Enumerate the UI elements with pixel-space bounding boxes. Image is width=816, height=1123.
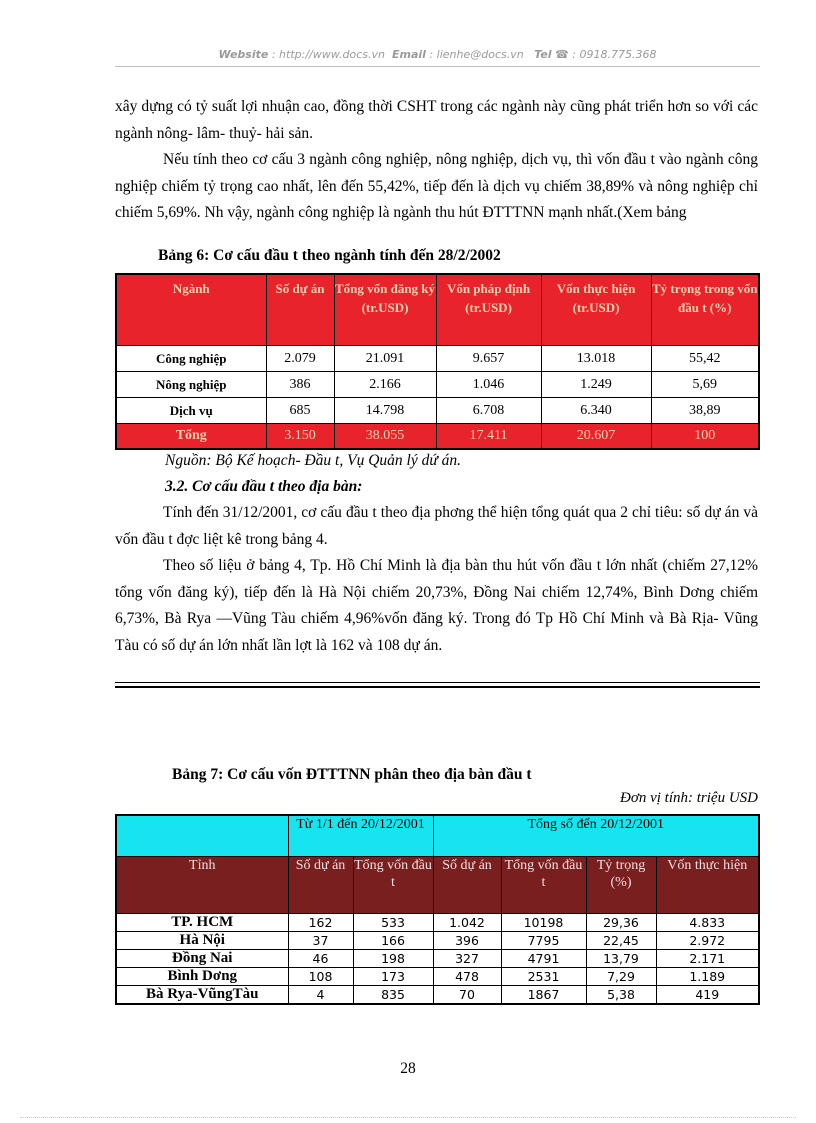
- table-cell: 22,45: [586, 932, 656, 950]
- table-cell: 162: [288, 914, 353, 932]
- paragraph-1: xây dựng có tỷ suất lợi nhuận cao, đồng thời CSHT trong các ngành này cũng phát triển hơn so với các ngành nông- lâm- thuỷ- hải sản.: [115, 98, 758, 142]
- table-row: [116, 914, 759, 932]
- table-cell: 2.166: [334, 372, 436, 398]
- table-cell: 100: [651, 424, 759, 450]
- table-cell: Hà Nội: [116, 932, 288, 950]
- table-cell: 173: [353, 968, 433, 986]
- table6-title: Bảng 6: Cơ cấu đầu t theo ngành tính đến 28/2/2002: [158, 247, 501, 264]
- table-cell: 533: [353, 914, 433, 932]
- paragraph-4: Theo số liệu ở bảng 4, Tp. Hồ Chí Minh là địa bàn thu hút vốn đầu t lớn nhất (chiếm 27,12% tổng vốn đăng ký), tiếp đến là Hà Nội chiếm 20,73%, Đồng Nai chiếm 12,74%, Bình Dơng chiếm 6,73%, Bà Rya —Vũng Tàu chiếm 4,96%vốn đăng ký. Trong đó Tp Hồ Chí Minh và Bà Rịa- Vũng Tàu có số dự án lớn nhất lần lợt là 162 và 108 dự án.: [115, 557, 758, 654]
- table-cell: 7,29: [586, 968, 656, 986]
- table-row: [116, 372, 759, 398]
- table-row: [116, 950, 759, 968]
- header-divider: [115, 66, 760, 67]
- table7-title: Bảng 7: Cơ cấu vốn ĐTTTNN phân theo địa bàn đầu t: [172, 766, 532, 783]
- table7-corner: [116, 815, 288, 857]
- table-cell: Đồng Nai: [116, 950, 288, 968]
- table-cell: 38.055: [334, 424, 436, 450]
- section-heading: 3.2. Cơ cấu đầu t theo địa bàn:: [165, 478, 363, 495]
- table7-group-row: [116, 815, 759, 857]
- table-cell: TP. HCM: [116, 914, 288, 932]
- table6-source: Nguồn: Bộ Kế hoạch- Đầu t, Vụ Quản lý dứ án.: [165, 452, 462, 469]
- table7: [115, 814, 760, 1005]
- page-bottom-rule: [20, 1117, 796, 1118]
- table-cell: 6.708: [436, 398, 541, 424]
- divider-top: [115, 682, 760, 683]
- table-cell: 419: [656, 986, 759, 1005]
- table-cell: 198: [353, 950, 433, 968]
- table-cell: 685: [266, 398, 334, 424]
- table-cell: 10198: [501, 914, 586, 932]
- table-cell: 29,36: [586, 914, 656, 932]
- table-row: [116, 346, 759, 372]
- table-cell: Dịch vụ: [116, 398, 266, 424]
- website-value: : http://www.docs.vn: [271, 48, 386, 61]
- table-cell: 1867: [501, 986, 586, 1005]
- paragraph-3: Tính đến 31/12/2001, cơ cấu đầu t theo địa phơng thể hiện tổng quát qua 2 chỉ tiêu: số dự án và vốn đầu t đợc liệt kê trong bảng 4.: [115, 504, 758, 548]
- table6-header: Vốn thực hiện (tr.USD): [541, 274, 651, 346]
- table7-header: Tỉnh: [116, 857, 288, 914]
- table-cell: 386: [266, 372, 334, 398]
- table-cell: Bình Dơng: [116, 968, 288, 986]
- table-cell: 327: [433, 950, 501, 968]
- table7-header: Tổng vốn đầu t: [353, 857, 433, 914]
- table-cell: 1.189: [656, 968, 759, 986]
- table7-group-1: Từ 1/1 đến 20/12/2001: [288, 815, 433, 857]
- table-cell: 4791: [501, 950, 586, 968]
- table-cell: 9.657: [436, 346, 541, 372]
- table-cell: 2.972: [656, 932, 759, 950]
- table-cell: 2.171: [656, 950, 759, 968]
- table-cell: 37: [288, 932, 353, 950]
- table7-header-row: [116, 857, 759, 914]
- tel-value: ☎ : 0918.775.368: [555, 48, 657, 61]
- table-cell: Công nghiệp: [116, 346, 266, 372]
- table-cell: 38,89: [651, 398, 759, 424]
- page-header: [115, 48, 760, 61]
- table6-header: Vốn pháp định (tr.USD): [436, 274, 541, 346]
- table7-header: Vốn thực hiện: [656, 857, 759, 914]
- table-row: [116, 398, 759, 424]
- table-cell: 2531: [501, 968, 586, 986]
- table-cell: 55,42: [651, 346, 759, 372]
- table6-total-row: [116, 424, 759, 450]
- table-cell: 5,38: [586, 986, 656, 1005]
- table-cell: 1.046: [436, 372, 541, 398]
- table-cell: 14.798: [334, 398, 436, 424]
- table7-header: Số dự án: [433, 857, 501, 914]
- table-cell: Bà Rya-VũngTàu: [116, 986, 288, 1005]
- table-cell: 2.079: [266, 346, 334, 372]
- table-cell: 4: [288, 986, 353, 1005]
- table7-unit: Đơn vị tính: triệu USD: [620, 790, 758, 806]
- table6-header: Tỷ trọng trong vốn đầu t (%): [651, 274, 759, 346]
- table-cell: 396: [433, 932, 501, 950]
- table-row: [116, 986, 759, 1005]
- table7-header: Tổng vốn đầu t: [501, 857, 586, 914]
- table-cell: 3.150: [266, 424, 334, 450]
- table6: [115, 273, 760, 450]
- table-cell: 21.091: [334, 346, 436, 372]
- table-cell: 6.340: [541, 398, 651, 424]
- table-cell: Nông nghiệp: [116, 372, 266, 398]
- email-label: Email: [392, 48, 426, 61]
- table6-header: Ngành: [116, 274, 266, 346]
- email-value: : lienhe@docs.vn: [429, 48, 524, 61]
- table6-header: Số dự án: [266, 274, 334, 346]
- table7-group-2: Tổng số đến 20/12/2001: [433, 815, 759, 857]
- table-cell: 13.018: [541, 346, 651, 372]
- table-cell: 166: [353, 932, 433, 950]
- table-cell: 108: [288, 968, 353, 986]
- table6-header-row: [116, 274, 759, 346]
- table7-header: Tỷ trọng (%): [586, 857, 656, 914]
- table6-header: Tổng vốn đăng ký (tr.USD): [334, 274, 436, 346]
- table-cell: 46: [288, 950, 353, 968]
- table-cell: 17.411: [436, 424, 541, 450]
- table-cell: 5,69: [651, 372, 759, 398]
- table-cell: Tổng: [116, 424, 266, 450]
- divider-bottom: [115, 686, 760, 688]
- tel-label: Tel: [534, 48, 552, 61]
- page-number: 28: [400, 1060, 416, 1077]
- table-cell: 478: [433, 968, 501, 986]
- website-label: Website: [218, 48, 269, 61]
- table-row: [116, 968, 759, 986]
- table-row: [116, 932, 759, 950]
- table-cell: 4.833: [656, 914, 759, 932]
- table7-header: Số dự án: [288, 857, 353, 914]
- table-cell: 13,79: [586, 950, 656, 968]
- table-cell: 20.607: [541, 424, 651, 450]
- paragraph-2: Nếu tính theo cơ cấu 3 ngành công nghiệp, nông nghiệp, dịch vụ, thì vốn đầu t vào ngành công nghiệp chiếm tỷ trọng cao nhất, lên đến 55,42%, tiếp đến là dịch vụ chiếm 38,89% và nông nghiệp chỉ chiếm 5,69%. Nh vậy, ngành công nghiệp là ngành thu hút ĐTTTNN mạnh nhất.(Xem bảng: [115, 151, 758, 221]
- table-cell: 835: [353, 986, 433, 1005]
- table-cell: 1.249: [541, 372, 651, 398]
- table-cell: 7795: [501, 932, 586, 950]
- table-cell: 70: [433, 986, 501, 1005]
- table-cell: 1.042: [433, 914, 501, 932]
